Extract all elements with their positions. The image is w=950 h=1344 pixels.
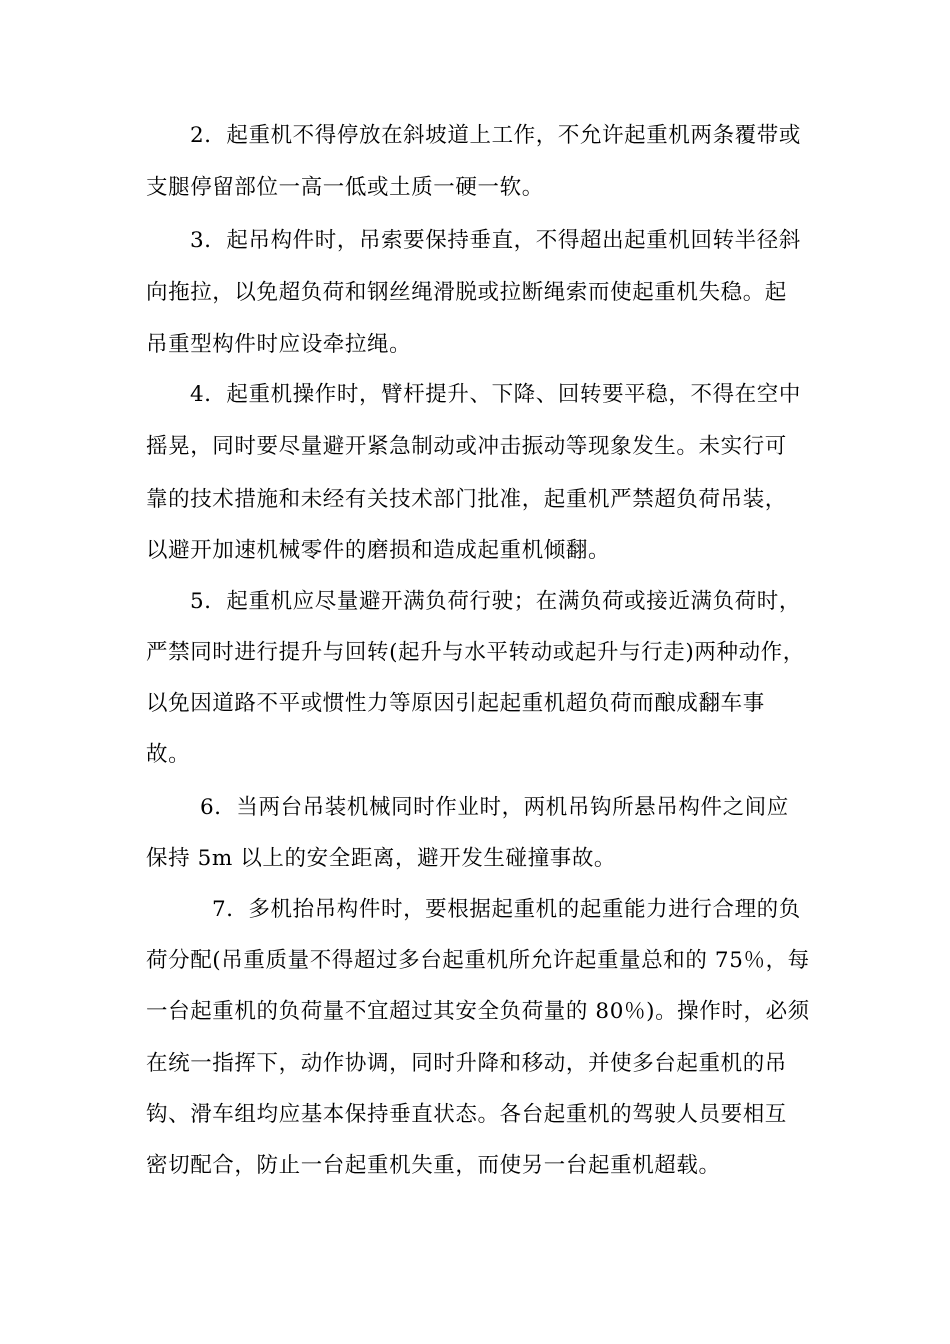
- para-6-line-2: 保持 5m 以上的安全距离，避开发生碰撞事故。: [146, 846, 617, 871]
- para-3-line-2: 向拖拉，以免超负荷和钢丝绳滑脱或拉断绳索而使起重机失稳。起: [146, 280, 787, 305]
- para-7-line-2: 荷分配(吊重质量不得超过多台起重机所允许起重量总和的 75％，每: [146, 948, 810, 973]
- para-3-line-3: 吊重型构件时应设牵拉绳。: [146, 332, 412, 357]
- para-2-line-1: 2．起重机不得停放在斜坡道上工作，不允许起重机两条覆带或: [190, 123, 801, 148]
- para-3-line-1: 3．起吊构件时，吊索要保持垂直，不得超出起重机回转半径斜: [190, 228, 801, 253]
- para-4-line-3: 靠的技术措施和未经有关技术部门批准，起重机严禁超负荷吊装，: [146, 487, 787, 512]
- para-7-line-3: 一台起重机的负荷量不宜超过其安全负荷量的 80％)。操作时，必须: [146, 999, 810, 1024]
- para-5-line-1: 5．起重机应尽量避开满负荷行驶；在满负荷或接近满负荷时，: [190, 589, 801, 614]
- para-4-line-1: 4．起重机操作时，臂杆提升、下降、回转要平稳，不得在空中: [190, 382, 801, 407]
- para-5-line-4: 故。: [146, 742, 191, 767]
- para-7-line-6: 密切配合，防止一台起重机失重，而使另一台起重机超载。: [146, 1153, 721, 1178]
- para-2-line-2: 支腿停留部位一高一低或土质一硬一软。: [146, 175, 544, 200]
- para-5-line-2: 严禁同时进行提升与回转(起升与水平转动或起升与行走)两种动作，: [146, 640, 805, 665]
- para-7-line-1: 7．多机抬吊构件时，要根据起重机的起重能力进行合理的负: [212, 897, 801, 922]
- para-5-line-3: 以免因道路不平或惯性力等原因引起起重机超负荷而酿成翻车事: [146, 691, 765, 716]
- para-7-line-5: 钩、滑车组均应基本保持垂直状态。各台起重机的驾驶人员要相互: [146, 1102, 787, 1127]
- para-7-line-4: 在统一指挥下，动作协调，同时升降和移动，并使多台起重机的吊: [146, 1051, 787, 1076]
- para-4-line-2: 摇晃，同时要尽量避开紧急制动或冲击振动等现象发生。未实行可: [146, 434, 787, 459]
- para-6-line-1: 6．当两台吊装机械同时作业时，两机吊钩所悬吊构件之间应: [200, 795, 789, 820]
- para-4-line-4: 以避开加速机械零件的磨损和造成起重机倾翻。: [146, 538, 611, 563]
